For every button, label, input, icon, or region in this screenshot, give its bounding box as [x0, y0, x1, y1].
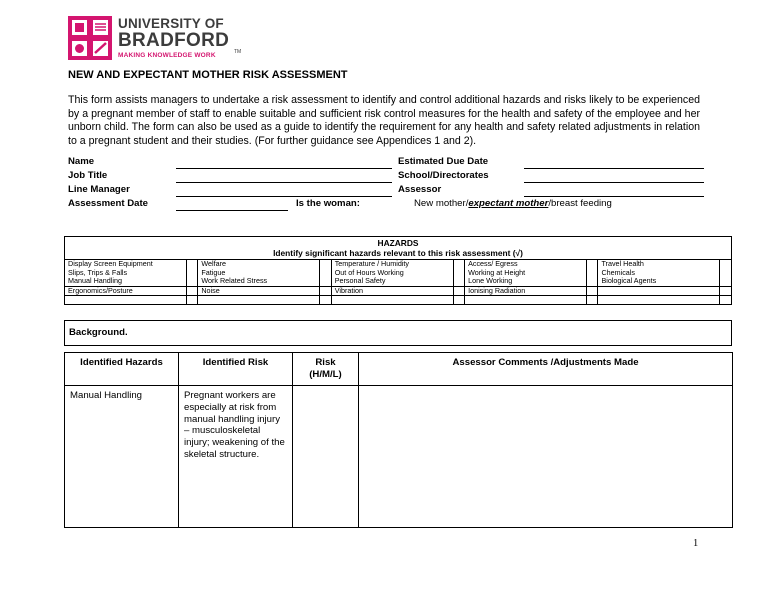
hazard-item: [598, 286, 720, 296]
job-title-field[interactable]: [176, 182, 392, 183]
hazard-item[interactable]: [65, 296, 187, 305]
line-manager-field[interactable]: [176, 196, 392, 197]
hazard-item[interactable]: [331, 296, 453, 305]
form-title: NEW AND EXPECTANT MOTHER RISK ASSESSMENT: [68, 69, 348, 81]
logo-bradford: BRADFORD: [118, 30, 230, 51]
hazard-item: Noise: [198, 286, 320, 296]
hazard-group: Travel Health Chemicals Biological Agents: [598, 260, 720, 287]
hazard-item[interactable]: [198, 296, 320, 305]
line-manager-label: Line Manager: [68, 184, 130, 195]
logo-trademark: TM: [234, 49, 242, 55]
hazard-group: Access/ Egress Working at Height Lone Working: [465, 260, 587, 287]
woman-status-options: [414, 198, 612, 209]
hazard-checkbox[interactable]: [587, 296, 598, 305]
university-logo: [68, 14, 248, 64]
hazard-item: Ionising Radiation: [465, 286, 587, 296]
hazards-subtitle: Identify significant hazards relevant to this risk assessment (√): [273, 248, 523, 258]
due-date-label: Estimated Due Date: [398, 156, 489, 167]
assessor-label: Assessor: [398, 184, 442, 195]
hazards-row-blank: [65, 296, 732, 305]
cell-risk-level[interactable]: [293, 386, 359, 528]
hazards-header: [65, 237, 732, 260]
page-number: 1: [693, 538, 699, 549]
cell-risk: Pregnant workers are especially at risk from manual handling injury – musculoskeletal injury; weakening of the skeletal structure.: [179, 386, 293, 528]
hazard-checkbox[interactable]: [587, 260, 598, 287]
hazard-group: Temperature / Humidity Out of Hours Working Personal Safety: [331, 260, 453, 287]
hazard-checkbox[interactable]: [187, 260, 198, 287]
intro-paragraph: This form assists managers to undertake a risk assessment to identify and control additional hazards and risks likely to be experienced by a pregnant member of staff to enable suitable and sufficient risk control measures for the health and safety of the employee and her unborn child. The form can also be used as a guide to identify the requirement for any health and safety related adjustments in relation to a pregnant student and their studies. (For further guidance see Appendices 1 and 2).: [68, 94, 700, 147]
hazard-group: Display Screen Equipment Slips, Trips & Falls Manual Handling: [65, 260, 187, 287]
background-box[interactable]: [64, 320, 732, 346]
hazard-checkbox[interactable]: [187, 296, 198, 305]
school-label: School/Directorates: [398, 170, 489, 181]
hazard-checkbox[interactable]: [453, 260, 464, 287]
name-field[interactable]: [176, 168, 392, 169]
cell-hazard: Manual Handling: [65, 386, 179, 528]
hazard-checkbox[interactable]: [320, 260, 331, 287]
header-risk-level: Risk (H/M/L): [293, 353, 359, 386]
name-label: Name: [68, 156, 95, 167]
hazard-item: Ergonomics/Posture: [65, 286, 187, 296]
option-new-mother[interactable]: New mother/: [414, 198, 469, 209]
hazard-checkbox[interactable]: [453, 286, 464, 296]
school-field[interactable]: [524, 182, 704, 183]
hazard-checkbox[interactable]: [453, 296, 464, 305]
hazard-checkbox[interactable]: [720, 260, 732, 287]
job-title-label: Job Title: [68, 170, 108, 181]
due-date-field[interactable]: [524, 168, 704, 169]
hazard-group: Welfare Fatigue Work Related Stress: [198, 260, 320, 287]
hazard-item: Vibration: [331, 286, 453, 296]
hazard-checkbox[interactable]: [320, 286, 331, 296]
hazard-checkbox[interactable]: [720, 296, 732, 305]
hazards-row: [65, 286, 732, 296]
risk-table: [64, 352, 733, 528]
hazard-checkbox[interactable]: [587, 286, 598, 296]
assessment-date-field[interactable]: [176, 210, 288, 211]
background-label: Background.: [69, 327, 128, 338]
logo-tagline: MAKING KNOWLEDGE WORK: [118, 52, 216, 59]
header-identified-hazards: Identified Hazards: [65, 353, 179, 386]
assessment-date-label: Assessment Date: [68, 198, 148, 209]
hazard-checkbox[interactable]: [187, 286, 198, 296]
logo-emblem-icon: [68, 16, 112, 60]
risk-table-header: [65, 353, 733, 386]
hazard-item[interactable]: [598, 296, 720, 305]
is-the-woman-label: Is the woman:: [296, 198, 360, 209]
header-identified-risk: Identified Risk: [179, 353, 293, 386]
hazard-checkbox[interactable]: [320, 296, 331, 305]
hazards-row: [65, 260, 732, 287]
hazard-checkbox[interactable]: [720, 286, 732, 296]
risk-table-row: [65, 386, 733, 528]
assessor-field[interactable]: [524, 196, 704, 197]
hazards-table: [64, 236, 732, 305]
cell-comments[interactable]: [359, 386, 733, 528]
option-breast-feeding[interactable]: /breast feeding: [548, 198, 612, 209]
logo-university-of: UNIVERSITY OF: [118, 16, 224, 31]
hazards-title: HAZARDS: [377, 238, 419, 248]
option-expectant-mother[interactable]: expectant mother: [468, 198, 549, 209]
hazard-item[interactable]: [465, 296, 587, 305]
header-assessor-comments: Assessor Comments /Adjustments Made: [359, 353, 733, 386]
